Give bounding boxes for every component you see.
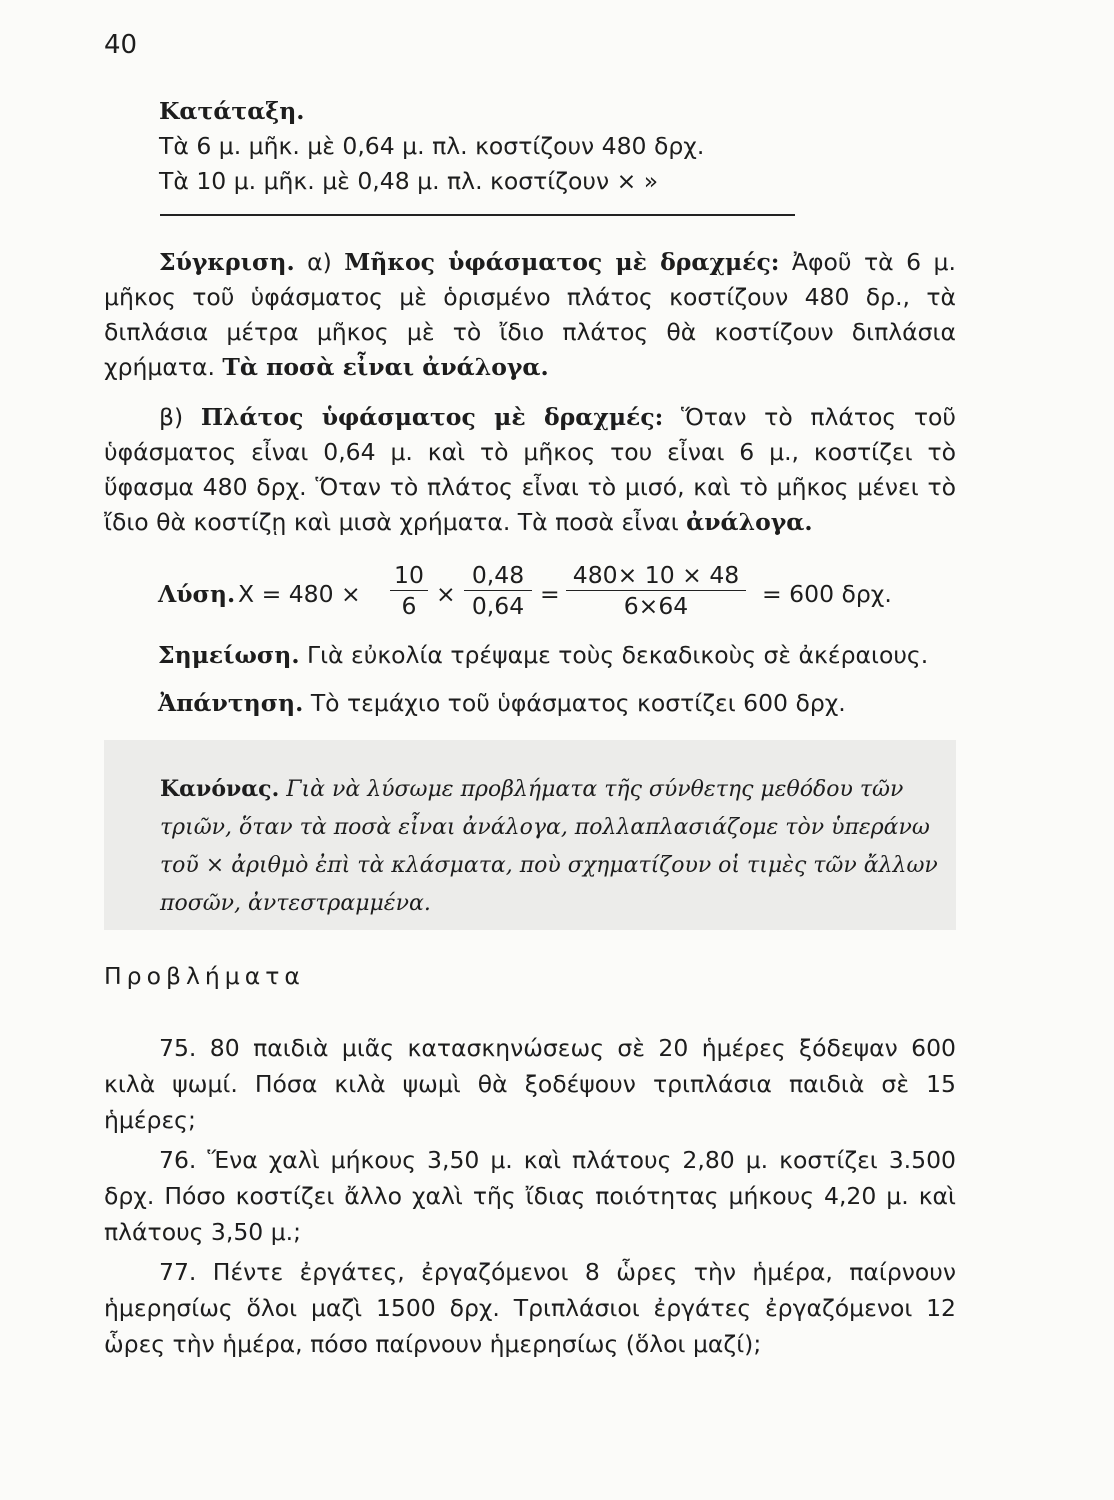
equals-sign: = <box>540 580 560 608</box>
rule-text: Γιὰ νὰ λύσωμε προβλήματα τῆς σύνθετης μεθόδου τῶν τριῶν, ὅταν τὰ ποσὰ εἶναι ἀνάλογα, πολλαπλασιάζομε τὸν ὑπεράνω τοῦ × ἀριθμὸ ἐπὶ τὰ κλάσματα, ποὺ σχηματίζουν οἱ τιμὲς τῶν ἄλλων ποσῶν, ἀντεστραμμένα. <box>160 777 938 916</box>
problem-77-text: 77. Πέντε ἐργάτες, ἐργαζόμενοι 8 ὧρες τὴν ἡμέρα, παίρνουν ἡμερησίως ὅλοι μαζὶ 1500 δρχ. Τριπλάσιοι ἐργάτες ἐργαζόμενοι 12 ὧρες τὴν ἡμέρα, πόσο παίρνουν ἡμερησίως (ὅλοι μαζί); <box>104 1258 956 1358</box>
problem-75-text: 75. 80 παιδιὰ μιᾶς κατασκηνώσεως σὲ 20 ἡμέρες ξόδεψαν 600 κιλὰ ψωμί. Πόσα κιλὰ ψωμὶ θὰ ξοδέψουν τριπλάσια παιδιὰ σὲ 15 ἡμέρες; <box>104 1034 956 1134</box>
comparison-b-title: Πλάτος ὑφάσματος μὲ δραχμές: <box>200 403 664 431</box>
solution-label: Λύση. <box>158 580 236 608</box>
answer-label: Ἀπάντηση. <box>158 689 304 717</box>
solution-formula <box>158 560 958 630</box>
comparison-a-conclusion: Τὰ ποσὰ εἶναι ἀνάλογα. <box>222 353 549 381</box>
problem-76-text: 76. Ἕνα χαλὶ μήκους 3,50 μ. καὶ πλάτους 2,80 μ. κοστίζει 3.500 δρχ. Πόσο κοστίζει ἄλλο χαλὶ τῆς ἴδιας ποιότητας μήκους 4,20 μ. καὶ πλάτους 3,50 μ.; <box>104 1146 956 1246</box>
arrangement-heading: Κατάταξη. <box>159 97 305 125</box>
comparison-b-conclusion: ἀνάλογα. <box>686 508 813 536</box>
answer-line <box>158 686 958 721</box>
solution-lhs: Χ = 480 × <box>238 580 361 608</box>
problem-75 <box>104 1030 956 1138</box>
answer-text: Τὸ τεμάχιο τοῦ ὑφάσματος κοστίζει 600 δρχ. <box>310 689 846 717</box>
comparison-a-label: α) <box>307 248 332 276</box>
problem-77 <box>104 1254 956 1362</box>
fraction-1-denominator: 6 <box>401 592 417 620</box>
note-line <box>158 638 958 673</box>
comparison-b-text: Ὅταν τὸ πλάτος τοῦ ὑφάσματος εἶναι 0,64 μ. καὶ τὸ μῆκος του εἶναι 6 μ., κοστίζει τὸ ὕφασμα 480 δρχ. Ὅταν τὸ πλάτος εἶναι τὸ μισό, καὶ τὸ μῆκος μένει τὸ ἴδιο θὰ κοστίζῃ καὶ μισὰ χρήματα. Τὰ ποσὰ εἶναι <box>104 403 956 536</box>
fraction-2-denominator: 0,64 <box>471 592 525 620</box>
arrangement-line-2: Τὰ 10 μ. μῆκ. μὲ 0,48 μ. πλ. κοστίζουν × » <box>159 167 659 195</box>
comparison-a-paragraph <box>104 245 956 385</box>
comparison-heading: Σύγκριση. <box>159 248 295 276</box>
fraction-3-numerator: 480× 10 × 48 <box>566 560 746 591</box>
fraction-1 <box>390 560 428 621</box>
comparison-b-paragraph <box>104 400 956 540</box>
fraction-3 <box>566 560 746 621</box>
problems-title: Προβλήματα <box>104 962 305 990</box>
divider-rule <box>160 214 795 216</box>
solution-result: = 600 δρχ. <box>762 580 892 608</box>
arrangement-line-1: Τὰ 6 μ. μῆκ. μὲ 0,64 μ. πλ. κοστίζουν 480 δρχ. <box>159 132 705 160</box>
times-sign: × <box>436 580 456 608</box>
problem-76 <box>104 1142 956 1250</box>
fraction-1-numerator: 10 <box>390 560 428 591</box>
comparison-b-label: β) <box>159 403 184 431</box>
arrangement-section <box>104 94 956 199</box>
fraction-2-numerator: 0,48 <box>464 560 532 591</box>
fraction-2 <box>464 560 532 621</box>
comparison-a-title: Μῆκος ὑφάσματος μὲ δραχμές: <box>344 248 780 276</box>
page-number: 40 <box>104 30 138 60</box>
fraction-3-denominator: 6×64 <box>623 592 689 620</box>
note-text: Γιὰ εὐκολία τρέψαμε τοὺς δεκαδικοὺς σὲ ἀκέραιους. <box>307 641 929 669</box>
rule-text-block <box>160 770 940 923</box>
rule-box <box>104 740 956 930</box>
rule-label: Κανόνας. <box>160 776 280 802</box>
note-label: Σημείωση. <box>158 641 300 669</box>
comparison-a-text: Ἀφοῦ τὰ 6 μ. μῆκος τοῦ ὑφάσματος μὲ ὁρισμένο πλάτος κοστίζουν 480 δρ., τὰ διπλάσια μέτρα μῆκος μὲ τὸ ἴδιο πλάτος θὰ κοστίζουν διπλάσια χρήματα. <box>104 248 956 381</box>
